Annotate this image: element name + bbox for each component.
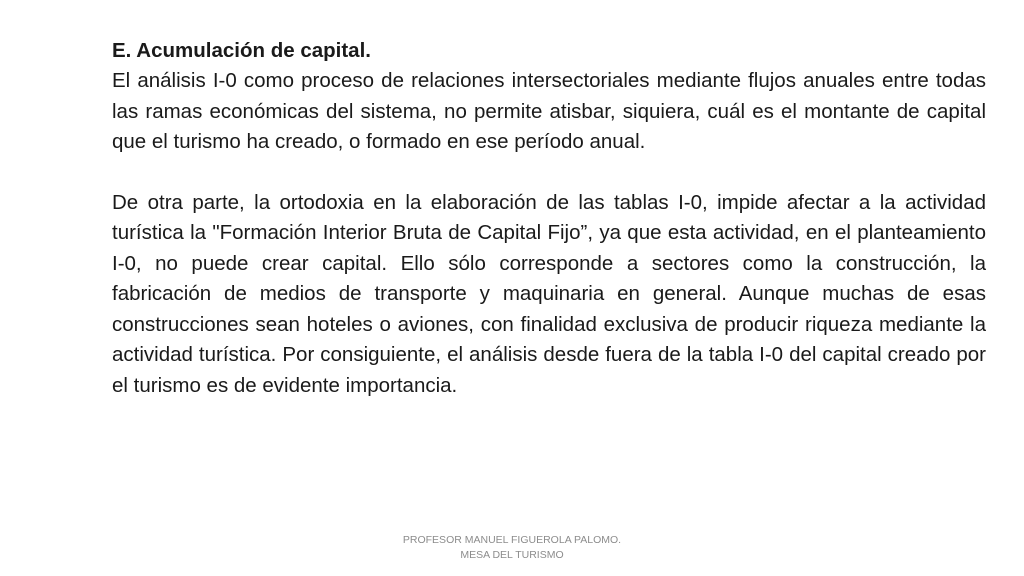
footer-organization: MESA DEL TURISMO	[460, 549, 564, 561]
footer	[0, 533, 1024, 563]
paragraph-1: El análisis I-0 como proceso de relaciones intersectoriales mediante flujos anuales entre todas las ramas económicas del sistema, no permite atisbar, siquiera, cuál es el montante de capital que el turismo ha creado, o formado en ese período anual.	[112, 69, 986, 153]
paragraph-2: De otra parte, la ortodoxia en la elaboración de las tablas I-0, impide afectar a la actividad turística la "Formación Interior Bruta de Capital Fijo”, ya que esta actividad, en el planteamiento I-0, no puede crear capital. Ello sólo corresponde a sectores como la construcción, la fabricación de medios de transporte y maquinaria en general. Aunque muchas de esas construcciones sean hoteles o aviones, con finalidad exclusiva de producir riqueza mediante la actividad turística. Por consiguiente, el análisis desde fuera de la tabla I-0 del capital creado por el turismo es de evidente importancia.	[112, 190, 986, 397]
slide-content	[112, 36, 986, 401]
footer-author: PROFESOR MANUEL FIGUEROLA PALOMO.	[402, 534, 622, 546]
section-heading: E. Acumulación de capital.	[112, 39, 371, 62]
